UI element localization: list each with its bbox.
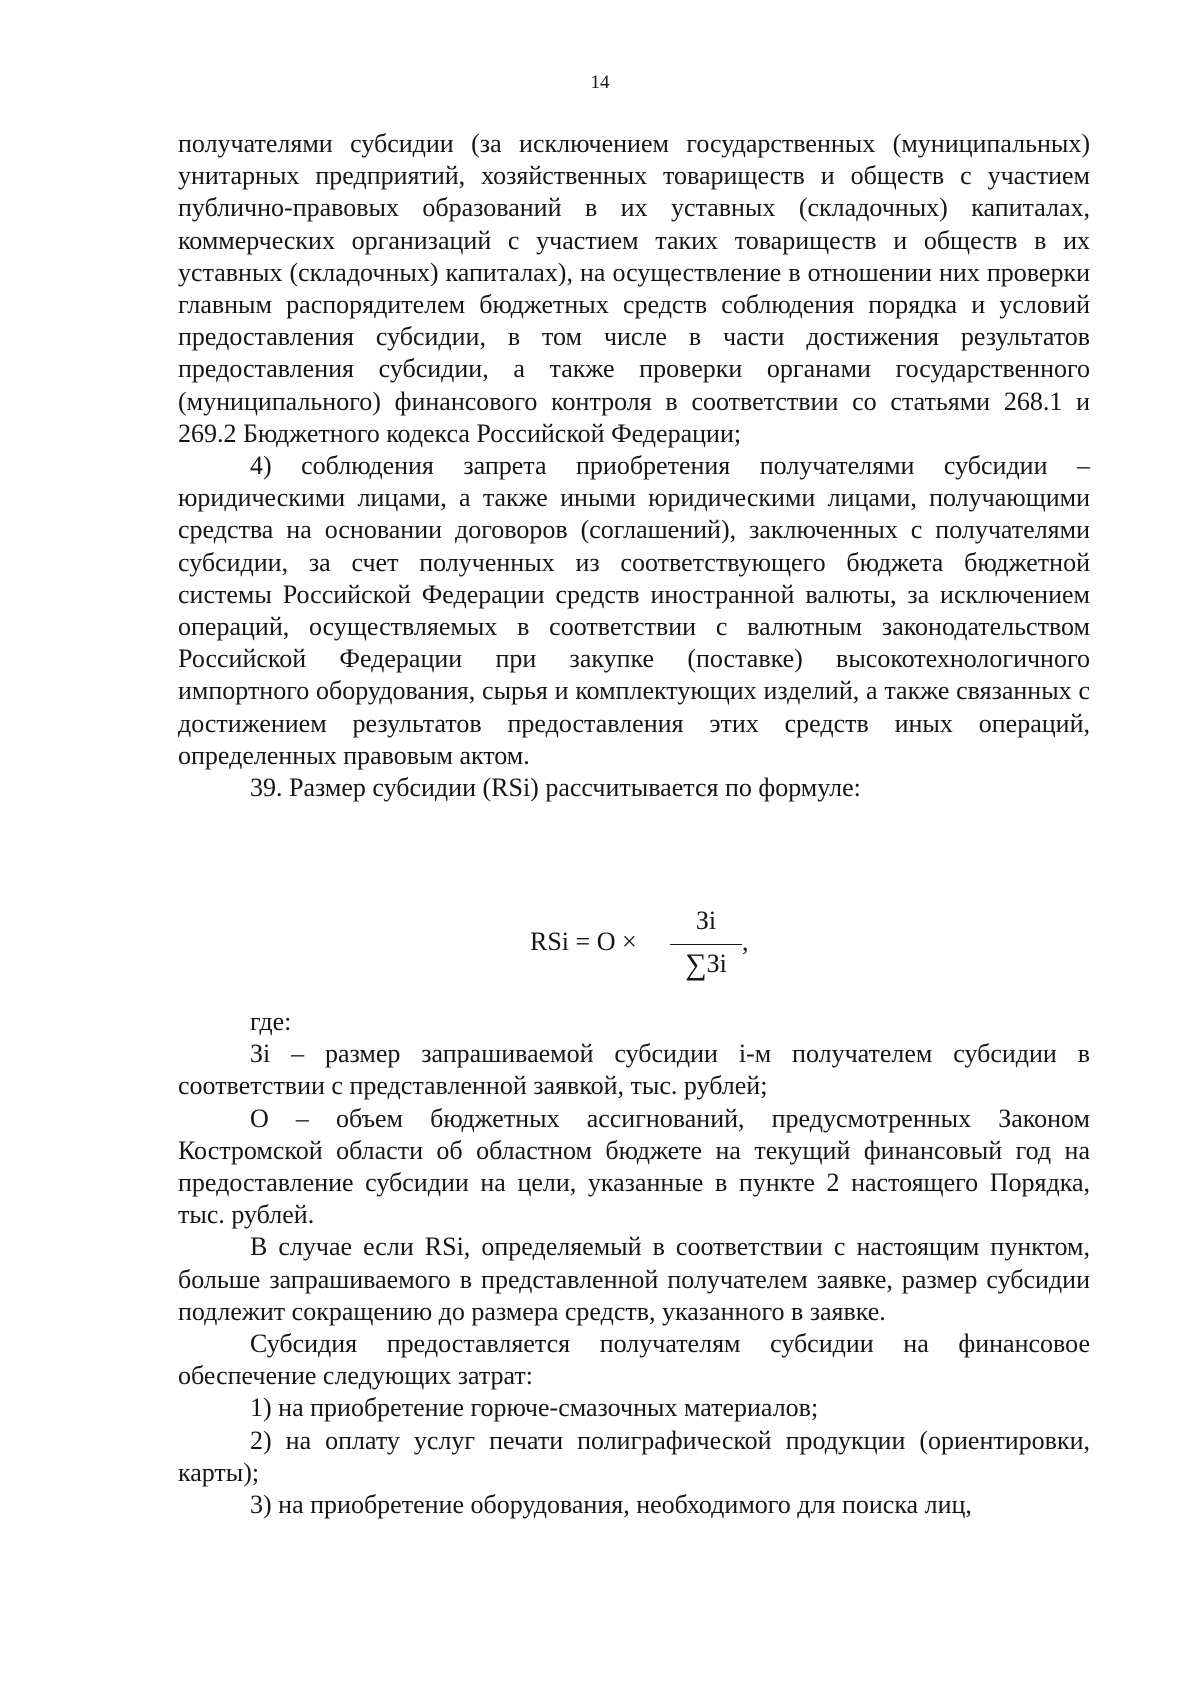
paragraph-item-4: 4) соблюдения запрета приобретения получателями субсидии – юридическими лицами, а также иными юридическими лицами, получающими средства на основании договоров (соглашений), заключенных с получателями субсидии, за счет полученных из соответствующего бюджета бюджетной системы Российской Федерации средств иностранной валюты, за исключением операций, осуществляемых в соответствии с валютным законодательством Российской Федерации при закупке (поставке) высокотехнологичного импортного оборудования, сырья и комплектующих изделий, а также связанных с достижением результатов предоставления этих средств иных операций, определенных правовым актом.: [178, 451, 1090, 770]
paragraph-reduction-case: В случае если RSi, определяемый в соответствии с настоящим пунктом, больше запрашиваемого в представленной получателем заявке, размер субсидии подлежит сокращению до размера средств, указанного в заявке.: [178, 1232, 1090, 1326]
formula-lhs: RSi = O ×: [530, 927, 637, 956]
paragraph-costs-intro: Субсидия предоставляется получателям субсидии на финансовое обеспечение следующих затрат:: [178, 1329, 1090, 1391]
paragraph-cost-1: 1) на приобретение горюче-смазочных материалов;: [250, 1393, 819, 1423]
paragraph-item-39: 39. Размер субсидии (RSi) рассчитывается по формуле:: [250, 773, 861, 803]
formula-fraction-bar: [670, 944, 742, 945]
paragraph-definition-zi: Зi – размер запрашиваемой субсидии i-м получателем субсидии в соответствии с представленной заявкой, тыс. рублей;: [178, 1039, 1090, 1101]
document-body-bottom: [178, 1006, 1090, 1521]
page-number: 14: [590, 72, 610, 93]
document-body-top: [178, 128, 1090, 804]
paragraph-cost-3: 3) на приобретение оборудования, необходимого для поиска лиц,: [250, 1490, 972, 1520]
formula-comma: ,: [742, 927, 749, 956]
formula-denominator: Зi: [706, 949, 727, 978]
formula-denominator-group: [670, 948, 742, 982]
paragraph-where: где:: [250, 1007, 292, 1036]
paragraph-cost-2: 2) на оплату услуг печати полиграфической продукции (ориентировки, карты);: [178, 1425, 1090, 1487]
formula-numerator: Зi: [695, 906, 717, 935]
paragraph-continuation: получателями субсидии (за исключением государственных (муниципальных) унитарных предприятий, хозяйственных товариществ и обществ с участием публично-правовых образований в их уставных (складочных) капиталах, коммерческих организаций с участием таких товариществ и обществ в их уставных (складочных) капиталах), на осуществление в отношении них проверки главным распорядителем бюджетных средств соблюдения порядка и условий предоставления субсидии, в том числе в части достижения результатов предоставления субсидии, а также проверки органами государственного (муниципального) финансового контроля в соответствии со статьями 268.1 и 269.2 Бюджетного кодекса Российской Федерации;: [178, 129, 1090, 448]
sigma-symbol: ∑: [685, 948, 707, 981]
paragraph-definition-o: O – объем бюджетных ассигнований, предусмотренных Законом Костромской области об областном бюджете на текущий финансовый год на предоставление субсидии на цели, указанные в пункте 2 настоящего Порядка, тыс. рублей.: [178, 1103, 1090, 1230]
subsidy-formula: [530, 906, 780, 986]
